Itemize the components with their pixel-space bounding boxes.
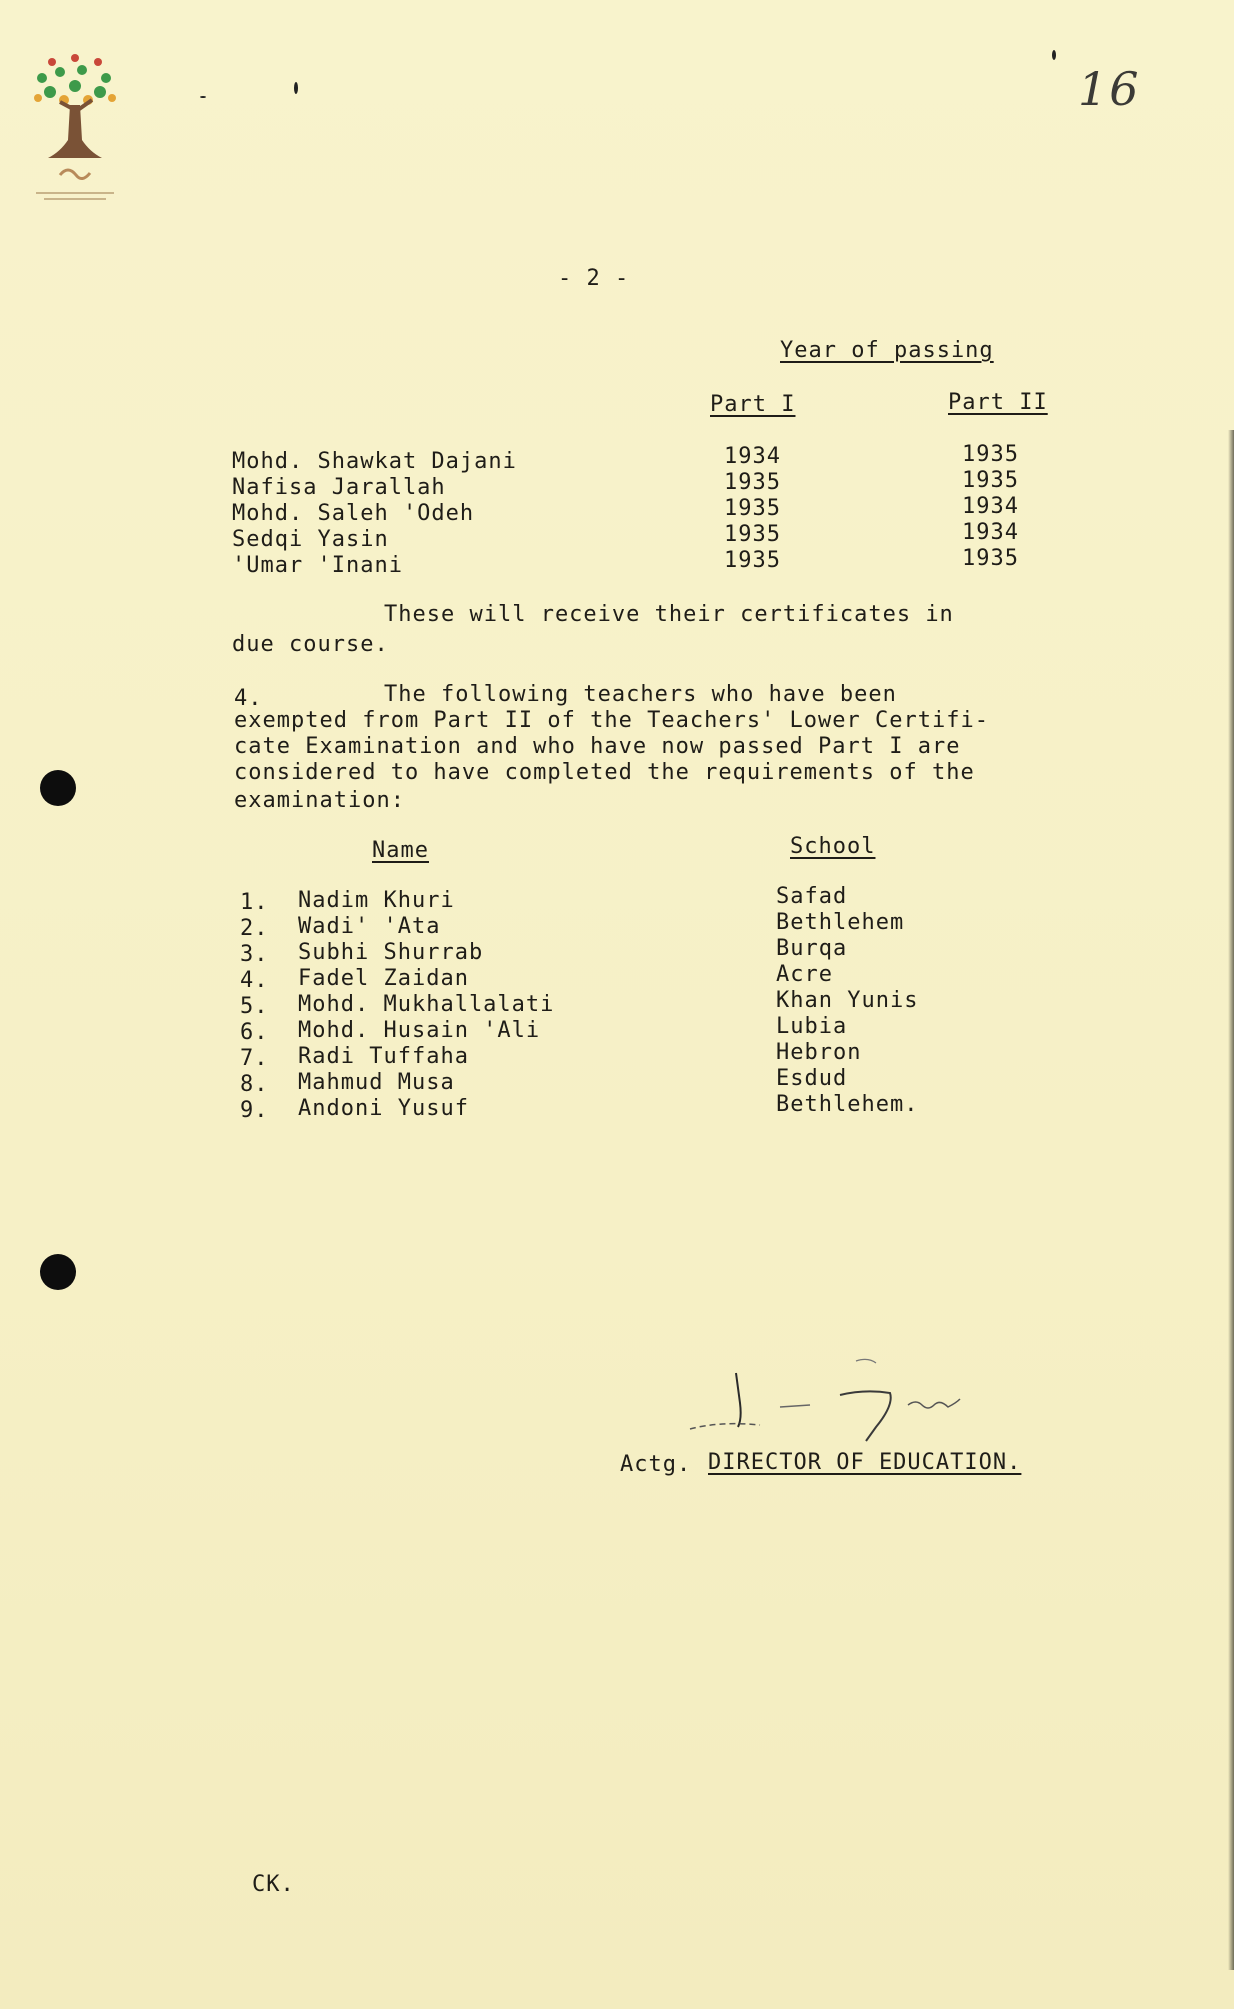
teacher-name: Fadel Zaidan xyxy=(298,966,469,991)
year-table-part2: 1934 xyxy=(962,494,1019,519)
teacher-school: Bethlehem. xyxy=(776,1092,919,1117)
teacher-name: Mahmud Musa xyxy=(298,1070,455,1095)
teacher-name: Mohd. Husain 'Ali xyxy=(298,1018,541,1043)
teacher-number: 9. xyxy=(240,1098,269,1123)
teacher-name: Mohd. Mukhallalati xyxy=(298,992,555,1017)
year-table-name: 'Umar 'Inani xyxy=(232,553,403,578)
teacher-name: Wadi' 'Ata xyxy=(298,914,441,939)
signatory-title: DIRECTOR OF EDUCATION. xyxy=(708,1450,1022,1475)
year-table-part2: 1935 xyxy=(962,468,1019,493)
year-table-part1: 1934 xyxy=(724,444,781,469)
handwritten-folio-number: 16 xyxy=(1078,62,1141,116)
archive-logo xyxy=(30,50,120,210)
year-table-col-part2: Part II xyxy=(948,390,1048,415)
teacher-name: Nadim Khuri xyxy=(298,888,455,913)
year-table-name: Mohd. Shawkat Dajani xyxy=(232,449,517,474)
year-table-part2: 1935 xyxy=(962,442,1019,467)
teacher-school: Burqa xyxy=(776,936,848,961)
teacher-school: Khan Yunis xyxy=(776,988,919,1013)
year-table-part2: 1935 xyxy=(962,546,1019,571)
year-table-part1: 1935 xyxy=(724,496,781,521)
footer-initials: CK. xyxy=(252,1872,295,1897)
ink-speck xyxy=(1052,50,1056,60)
teacher-number: 5. xyxy=(240,994,269,1019)
teacher-school: Esdud xyxy=(776,1066,848,1091)
handwritten-signature xyxy=(680,1355,1060,1465)
teacher-school: Acre xyxy=(776,962,833,987)
teacher-number: 1. xyxy=(240,890,269,915)
page-edge-shadow xyxy=(1228,430,1234,1970)
teacher-name: Andoni Yusuf xyxy=(298,1096,469,1121)
teacher-number: 4. xyxy=(240,968,269,993)
year-table-heading: Year of passing xyxy=(780,338,994,363)
paragraph-4-line-2: exempted from Part II of the Teachers' Lower Certifi- xyxy=(234,708,989,733)
teachers-col-school: School xyxy=(790,834,876,859)
teacher-name: Subhi Shurrab xyxy=(298,940,484,965)
teacher-number: 7. xyxy=(240,1046,269,1071)
teacher-number: 8. xyxy=(240,1072,269,1097)
teacher-number: 3. xyxy=(240,942,269,967)
certificates-line-1: These will receive their certificates in xyxy=(384,602,954,627)
ink-speck xyxy=(294,82,298,94)
teacher-number: 6. xyxy=(240,1020,269,1045)
paragraph-4-line-3: cate Examination and who have now passed Part I are xyxy=(234,734,961,759)
paragraph-4-line-1: The following teachers who have been xyxy=(384,682,897,707)
year-table-part1: 1935 xyxy=(724,548,781,573)
teacher-school: Lubia xyxy=(776,1014,848,1039)
paragraph-4-line-5: examination: xyxy=(234,788,405,813)
paragraph-4-line-4: considered to have completed the requirements of the xyxy=(234,760,975,785)
year-table-name: Mohd. Saleh 'Odeh xyxy=(232,501,475,526)
certificates-line-2: due course. xyxy=(232,632,389,657)
year-table-name: Sedqi Yasin xyxy=(232,527,389,552)
year-table-part1: 1935 xyxy=(724,470,781,495)
punch-hole xyxy=(40,1254,76,1290)
teacher-school: Hebron xyxy=(776,1040,862,1065)
year-table-part2: 1934 xyxy=(962,520,1019,545)
teacher-school: Bethlehem xyxy=(776,910,905,935)
year-table-part1: 1935 xyxy=(724,522,781,547)
teacher-name: Radi Tuffaha xyxy=(298,1044,469,1069)
year-table-name: Nafisa Jarallah xyxy=(232,475,446,500)
teacher-school: Safad xyxy=(776,884,848,909)
teachers-col-name: Name xyxy=(372,838,429,863)
punch-hole xyxy=(40,770,76,806)
signature-prefix: Actg. xyxy=(620,1452,692,1477)
page-number: - 2 - xyxy=(558,266,630,291)
ink-speck xyxy=(200,96,206,98)
teacher-number: 2. xyxy=(240,916,269,941)
year-table-col-part1: Part I xyxy=(710,392,796,417)
paragraph-number: 4. xyxy=(234,686,263,711)
